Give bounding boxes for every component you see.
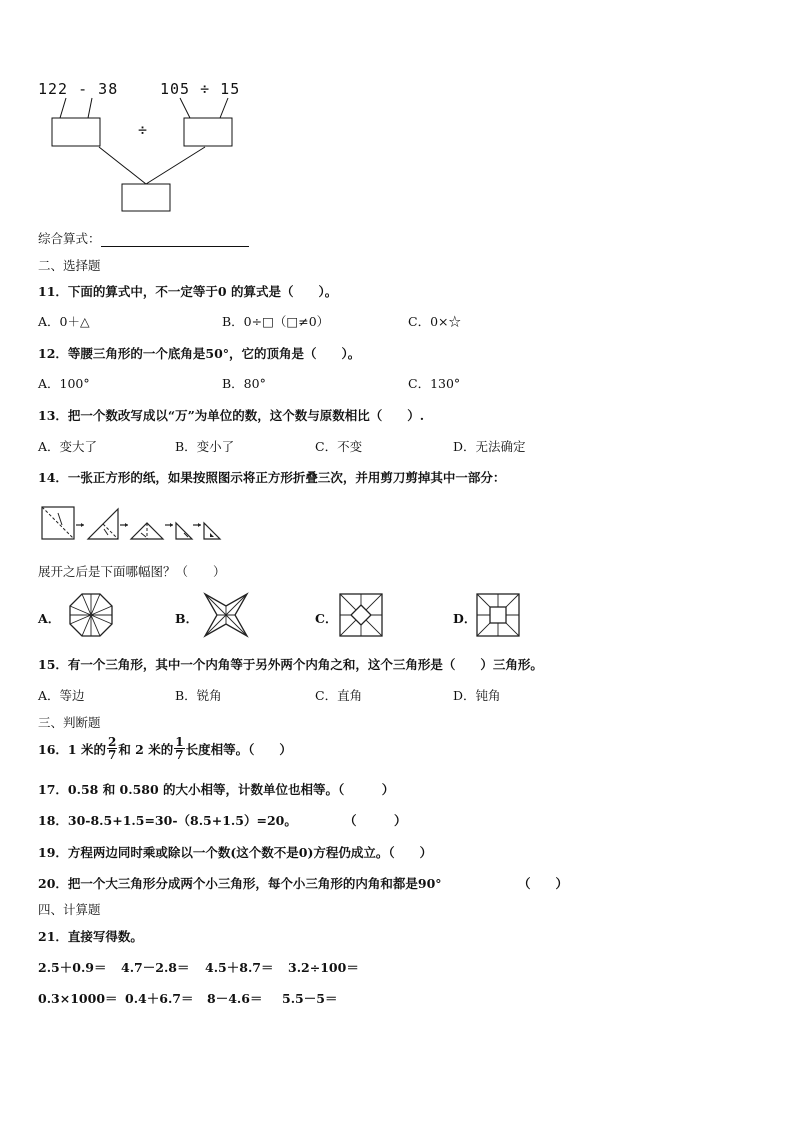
- q14-option-b[interactable]: B．: [175, 611, 199, 626]
- q14-option-c[interactable]: C．: [315, 611, 338, 626]
- q12-option-c[interactable]: C．130°: [408, 376, 461, 391]
- q16-fraction-2-7: [107, 736, 117, 761]
- operator-divide: ÷: [138, 121, 149, 139]
- q16-post[interactable]: 长度相等。（ ）: [185, 741, 292, 757]
- q15-option-d[interactable]: D．钝角: [453, 688, 501, 703]
- expression-right: 105 ÷ 15: [160, 80, 241, 98]
- answer-box-result: [122, 184, 170, 211]
- q18-stem: 18．30-8.5+1.5=30-（8.5+1.5）=20。: [38, 813, 297, 828]
- expression-left: 122 - 38: [38, 80, 119, 98]
- expression-tree-lines: [0, 0, 794, 230]
- calc-row1-item2[interactable]: 4.7－2.8＝: [121, 960, 190, 975]
- q12-stem: 12．等腰三角形的一个底角是50°，它的顶角是（ ）。: [38, 346, 361, 361]
- q16-row: [38, 736, 292, 761]
- section-judge-title: 三、判断题: [38, 715, 101, 730]
- folding-sequence-figure: [38, 503, 228, 547]
- q15-option-b[interactable]: B．锐角: [175, 688, 222, 703]
- combined-formula-row: [38, 229, 249, 247]
- calc-row2-item2[interactable]: 0.4＋6.7＝: [125, 991, 194, 1006]
- q16-fraction-1-7: [174, 736, 184, 761]
- q16-frac1-num: 2: [107, 735, 117, 749]
- q14-stem: 14．一张正方形的纸，如果按照图示将正方形折叠三次，并用剪刀剪掉其中一部分：: [38, 470, 506, 485]
- q14-option-a[interactable]: A．: [38, 611, 61, 626]
- calc-row2-item1[interactable]: 0.3×1000＝: [38, 991, 118, 1006]
- q11-option-b[interactable]: B．0÷□（□≠0）: [222, 314, 330, 329]
- answer-box-left: [52, 118, 100, 146]
- q14-option-d[interactable]: D．: [453, 611, 477, 626]
- q13-stem: 13．把一个数改写成以“万”为单位的数，这个数与原数相比（ ）.: [38, 408, 425, 423]
- option-c-diamond-hole-figure[interactable]: [338, 592, 384, 638]
- q18-answer-paren[interactable]: （ ）: [344, 813, 407, 828]
- option-b-notched-square-figure[interactable]: [203, 592, 249, 638]
- q15-stem: 15．有一个三角形，其中一个内角等于另外两个内角之和，这个三角形是（ ）三角形。: [38, 657, 543, 672]
- answer-box-right: [184, 118, 232, 146]
- q20-answer-paren[interactable]: （ ）: [518, 876, 569, 891]
- q12-option-b[interactable]: B．80°: [222, 376, 266, 391]
- option-d-square-hole-figure[interactable]: [475, 592, 521, 638]
- q17-stem[interactable]: 17．0.58 和 0.580 的大小相等，计数单位也相等。（ ）: [38, 782, 395, 797]
- q13-option-d[interactable]: D．无法确定: [453, 439, 526, 454]
- q16-frac1-den: 7: [107, 748, 117, 762]
- q16-frac2-den: 7: [175, 748, 184, 762]
- calc-row2-item4[interactable]: 5.5－5＝: [282, 991, 338, 1006]
- calc-row2-item3[interactable]: 8－4.6＝: [207, 991, 263, 1006]
- q13-option-a[interactable]: A．变大了: [38, 439, 98, 454]
- q15-option-c[interactable]: C．直角: [315, 688, 363, 703]
- q21-stem: 21．直接写得数。: [38, 929, 143, 944]
- q14-followup: 展开之后是下面哪幅图？（ ）: [38, 564, 226, 579]
- combined-formula-label: 综合算式：: [38, 231, 101, 246]
- q13-option-c[interactable]: C．不变: [315, 439, 363, 454]
- q16-frac2-num: 1: [175, 735, 184, 749]
- q15-option-a[interactable]: A．等边: [38, 688, 85, 703]
- q11-stem: 11．下面的算式中，不一定等于0 的算式是（ ）。: [38, 284, 338, 299]
- section-calc-title: 四、计算题: [38, 902, 101, 917]
- q11-option-a[interactable]: A．0＋△: [38, 314, 90, 329]
- calc-row1-item4[interactable]: 3.2÷100＝: [288, 960, 359, 975]
- combined-formula-blank[interactable]: [101, 234, 249, 247]
- q13-option-b[interactable]: B．变小了: [175, 439, 235, 454]
- calc-row1-item1[interactable]: 2.5＋0.9＝: [38, 960, 107, 975]
- q12-option-a[interactable]: A．100°: [38, 376, 90, 391]
- option-a-octagon-figure[interactable]: [68, 592, 114, 638]
- q20-stem: 20．把一个大三角形分成两个小三角形，每个小三角形的内角和都是90°: [38, 876, 442, 891]
- q19-stem[interactable]: 19．方程两边同时乘或除以一个数(这个数不是0)方程仍成立。（ ）: [38, 845, 433, 860]
- calc-row1-item3[interactable]: 4.5＋8.7＝: [205, 960, 274, 975]
- section-choice-title: 二、选择题: [38, 258, 101, 273]
- q16-pre: 16．1 米的: [38, 741, 106, 757]
- q11-option-c[interactable]: C．0×☆: [408, 314, 461, 329]
- q16-mid: 和 2 米的: [118, 741, 174, 757]
